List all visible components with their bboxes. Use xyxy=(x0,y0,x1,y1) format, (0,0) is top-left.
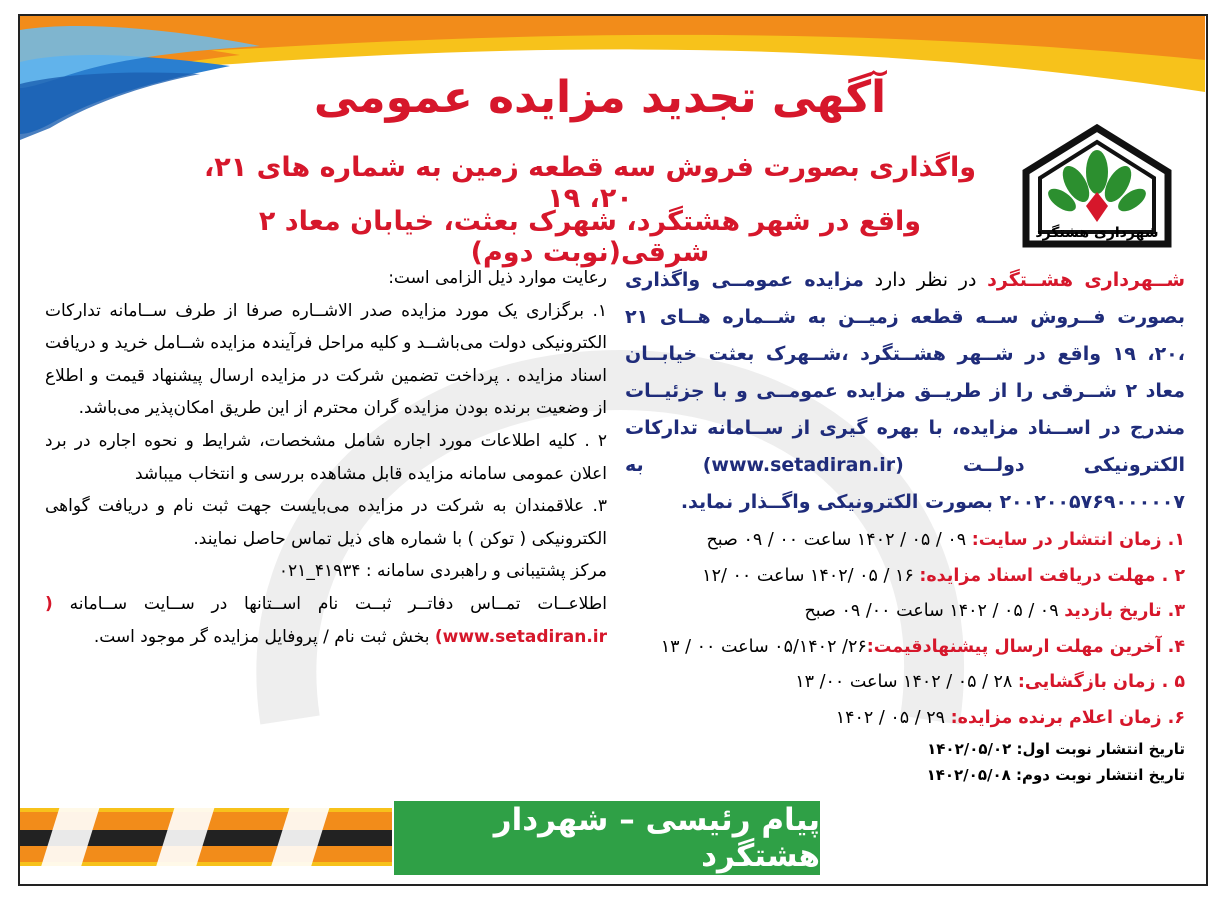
schedule-item-value: ۲۶/ ۰۵/۱۴۰۲ ساعت ۰۰ / ۱۳ xyxy=(660,636,867,657)
schedule-item-label: ۲ . مهلت دریافت اسناد مزایده: xyxy=(919,565,1185,586)
intro-paragraph xyxy=(625,262,1185,521)
registration-contact-info xyxy=(45,588,607,653)
schedule-item-label: ۶. زمان اعلام برنده مزایده: xyxy=(950,707,1185,728)
subtitle-line-2: واقع در شهر هشتگرد، شهرک بعثت، خیابان معاد ۲ شرقی(نوبت دوم) xyxy=(258,206,922,268)
schedule-item-label: ۳. تاریخ بازدید xyxy=(1064,601,1185,621)
page-title: آگهی تجدید مزایده عمومی xyxy=(313,72,887,123)
contact-tail: بخش ثبت نام / پروفایل مزایده گر موجود است. xyxy=(93,626,435,647)
schedule-item-value: ۰۹ / ۰۵ / ۱۴۰۲ ساعت ۰۰/ ۰۹ صبح xyxy=(804,601,1065,621)
schedule-item xyxy=(625,594,1185,630)
schedule-item-label: ۴. آخرین مهلت ارسال پیشنهادقیمت: xyxy=(866,636,1185,657)
intro-body: مزایده عمومــی واگذاری بصورت فــروش ســه قطعه زمیــن به شــماره هــای ۲۱ ،۲۰، ۱۹ واقع در شــهر هشــتگرد ،شــهرک بعثت خیابــان معاد ۲ شــرقی را از طریــق مزایده عمومــی و با جزئیــات مندرج در اســناد مزایده، با بهره گیری از ســامانه تدارکات الکترونیکی دولــت (www.setadiran.ir) به ۲۰۰۲۰۰۵۷۶۹۰۰۰۰۰۷ بصورت الکترونیکی واگــذار نماید. xyxy=(625,269,1185,513)
schedule-item-value: ۱۶ / ۰۵ /۱۴۰۲ ساعت ۰۰ /۱۲ xyxy=(702,565,920,586)
requirements-intro: رعایت موارد ذیل الزامی است: xyxy=(388,268,607,288)
subtitle-line-1: واگذاری بصورت فروش سه قطعه زمین به شماره های ۲۱، ۲۰، ۱۹ xyxy=(203,152,977,214)
requirement-item-3: ۳. علاقمندان به شرکت در مزایده می‌بایست جهت ثبت نام و دریافت گواهی الکترونیکی ( توکن ) با شماره های ذیل تماس حاصل نمایند. xyxy=(45,496,607,549)
schedule-list xyxy=(625,523,1185,736)
schedule-item-value: ۲۹ / ۰۵ / ۱۴۰۲ xyxy=(835,707,951,728)
schedule-item-label: ۱. زمان انتشار در سایت: xyxy=(971,530,1185,550)
schedule-item xyxy=(625,701,1185,737)
schedule-item-value: ۰۹ / ۰۵ / ۱۴۰۲ ساعت ۰۰ / ۰۹ صبح xyxy=(706,530,972,550)
requirements-column xyxy=(45,262,607,653)
first-publication-date: تاریخ انتشار نوبت اول: ۱۴۰۲/۰۵/۰۲ xyxy=(927,740,1185,758)
website-link[interactable]: ( www.setadiran.ir) xyxy=(45,593,607,647)
signature-box: پیام رئیسی – شهردار هشتگرد xyxy=(394,801,820,875)
schedule-item xyxy=(625,665,1185,701)
organization-name: شــهرداری هشــتگرد xyxy=(987,269,1186,291)
requirement-item-1: ۱. برگزاری یک مورد مزایده صدر الاشــاره صرفا از طرف ســامانه تدارکات الکترونیکی دولت می‌باشــد و کلیه مراحل فرآیندہ مزایده شــامل خرید و دریافت اسناد مزایده . پرداخت تضمین شرکت در مزایده ارسال پیشنهاد قیمت و اطلاع از وضعیت برنده بودن مزایده گران محترم از این طریق امکان‌پذیر می‌باشد. xyxy=(45,300,607,419)
main-announcement-column xyxy=(625,262,1185,788)
schedule-item xyxy=(625,523,1185,559)
contact-text: اطلاعــات تمــاس دفاتــر ثبــت نام اســتانها در ســایت ســامانه xyxy=(69,593,608,614)
requirement-item-2: ۲ . کلیه اطلاعات مورد اجاره شامل مشخصات، شرایط و نحوه اجاره در برد اعلان عمومی سامانه مزایده قابل مشاهده بررسی و انتخاب میباشد xyxy=(45,430,607,484)
schedule-item-value: ۲۸ / ۰۵ / ۱۴۰۲ ساعت ۰۰/ ۱۳ xyxy=(795,672,1018,692)
schedule-item xyxy=(625,630,1185,666)
schedule-item xyxy=(625,559,1185,595)
second-publication-date: تاریخ انتشار نوبت دوم: ۱۴۰۲/۰۵/۰۸ xyxy=(926,766,1185,784)
intro-connector: در نظر دارد xyxy=(863,269,988,291)
logo-caption: شهرداری هشتگرد xyxy=(1035,225,1159,241)
schedule-item-label: ۵ . زمان بازگشایی: xyxy=(1017,672,1185,692)
support-center-phone: مرکز پشتیبانی و راهبردی سامانه : ۴۱۹۳۴_۰۲۱ xyxy=(278,561,607,582)
